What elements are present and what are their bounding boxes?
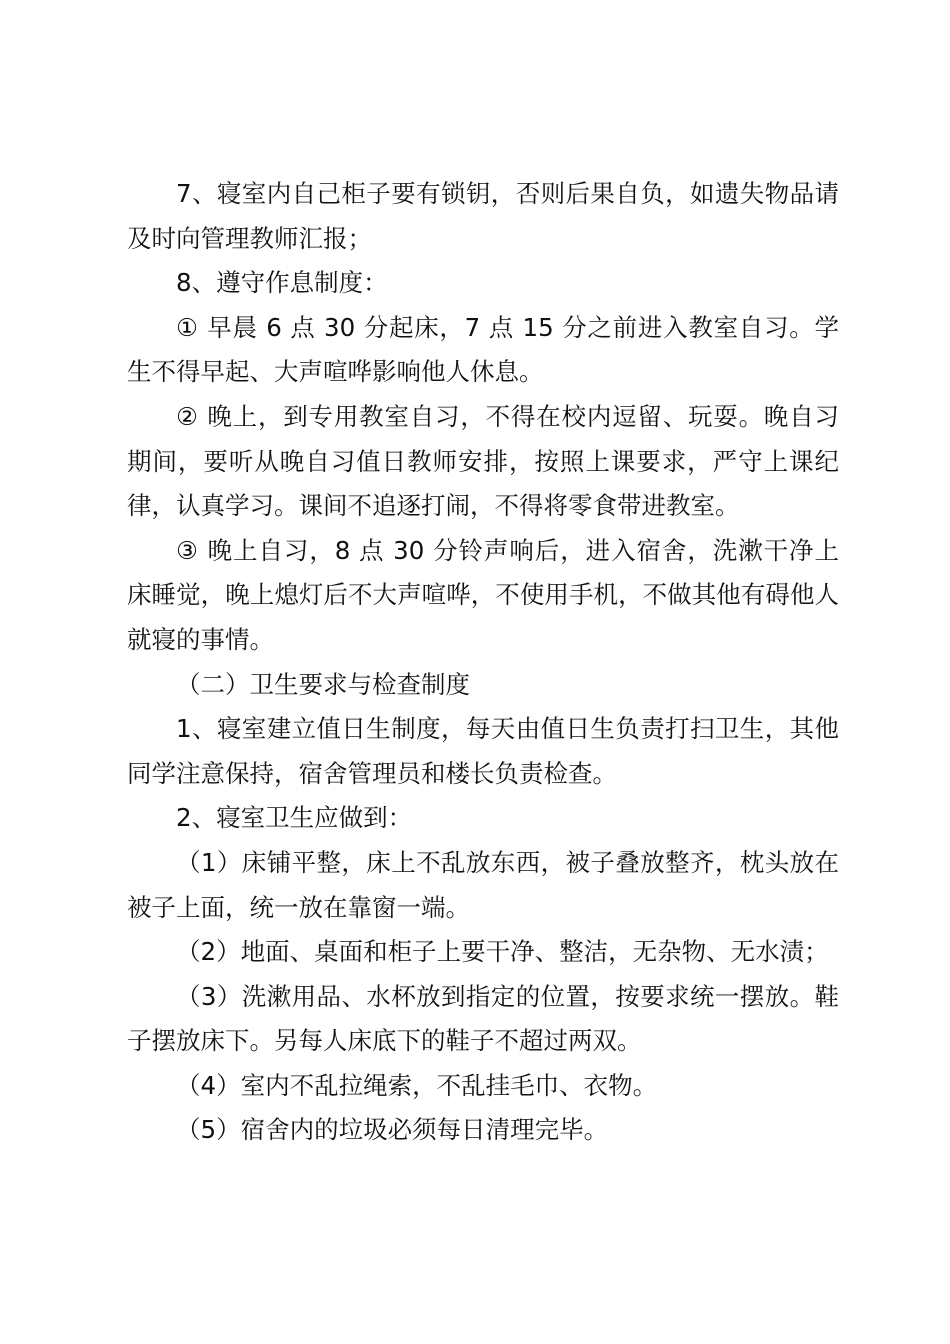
paragraph-lock-cabinet: 7、寝室内自己柜子要有锁钥，否则后果自负，如遗失物品请及时向管理教师汇报；: [127, 179, 839, 253]
paragraph-morning-schedule: ① 早晨 6 点 30 分起床，7 点 15 分之前进入教室自习。学生不得早起、大声喧哗影响他人休息。: [127, 312, 839, 387]
section-heading-hygiene: （二）卫生要求与检查制度: [176, 669, 470, 699]
list-item-garbage: （5）宿舍内的垃圾必须每日清理完毕。: [176, 1115, 609, 1145]
paragraph-hygiene-requirements: 2、寝室卫生应做到：: [176, 803, 413, 833]
list-item-floor-desk: （2）地面、桌面和柜子上要干净、整洁，无杂物、无水渍；: [176, 937, 829, 967]
list-item-toiletries: （3）洗漱用品、水杯放到指定的位置，按要求统一摆放。鞋子摆放床下。另每人床底下的鞋子不超过两双。: [127, 981, 839, 1056]
paragraph-bedtime: ③ 晚上自习，8 点 30 分铃声响后，进入宿舍，洗漱干净上床睡觉，晚上熄灯后不大声喧哗，不使用手机，不做其他有碍他人就寝的事情。: [127, 535, 839, 654]
paragraph-duty-system: 1、寝室建立值日生制度，每天由值日生负责打扫卫生，其他同学注意保持，宿舍管理员和楼长负责检查。: [127, 714, 839, 788]
list-item-ropes: （4）室内不乱拉绳索，不乱挂毛巾、衣物。: [176, 1070, 658, 1100]
paragraph-schedule-heading: 8、遵守作息制度：: [176, 268, 388, 298]
document-body: [127, 172, 839, 1153]
paragraph-evening-study: ② 晚上，到专用教室自习，不得在校内逗留、玩耍。晚自习期间，要听从晚自习值日教师安排，按照上课要求，严守上课纪律，认真学习。课间不追逐打闹，不得将零食带进教室。: [127, 401, 839, 521]
list-item-bed: （1）床铺平整，床上不乱放东西，被子叠放整齐，枕头放在被子上面，统一放在靠窗一端。: [127, 847, 839, 922]
